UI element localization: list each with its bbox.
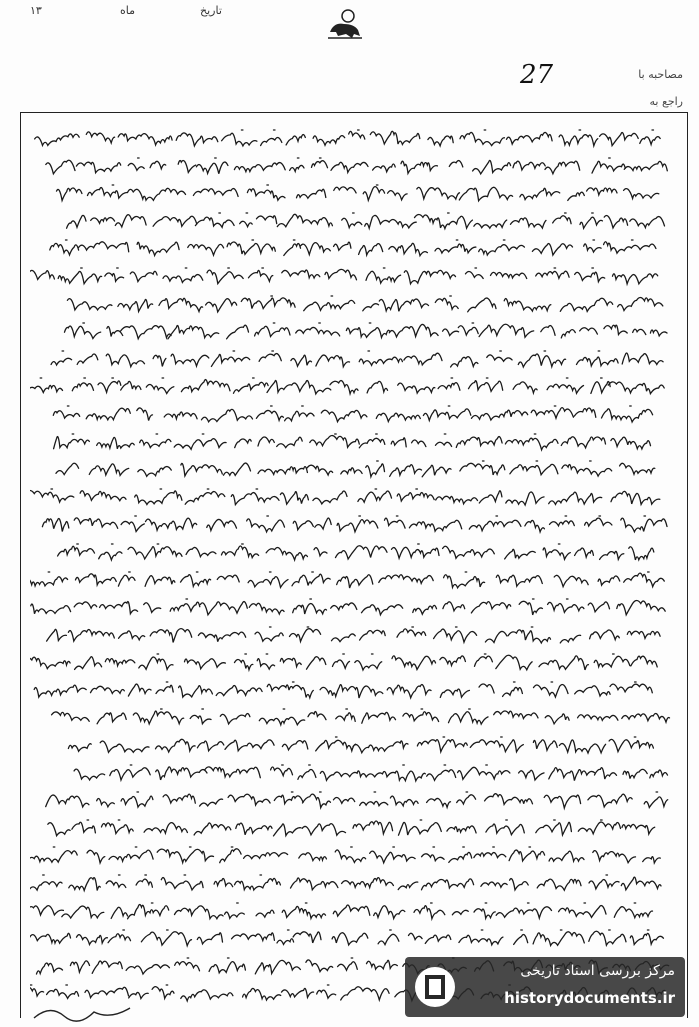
handwritten-line [30,483,680,511]
archive-logo-icon [411,963,459,1011]
handwritten-line [30,676,680,704]
handwritten-line [30,593,680,621]
handwritten-line [30,731,680,759]
handwritten-line [30,152,680,180]
handwritten-line [30,179,680,207]
handwritten-line [30,345,680,373]
interview-label: مصاحبه با [638,68,683,81]
handwritten-line [30,290,680,318]
handwritten-line [30,234,680,262]
handwritten-line [30,566,680,594]
handwritten-line [30,703,680,731]
handwritten-line [30,124,680,152]
handwritten-line [30,455,680,483]
handwritten-line [30,317,680,345]
page-number: 27 [520,60,554,90]
handwritten-text-block [30,124,680,1007]
lion-and-sun-emblem-icon [324,6,366,40]
archive-watermark [405,957,685,1017]
handwritten-line [30,538,680,566]
handwritten-line [30,841,680,869]
handwritten-line [30,428,680,456]
watermark-url: historydocuments.ir [504,989,675,1007]
header-month-label: ماه [120,4,136,17]
handwritten-line [30,869,680,897]
handwritten-line [30,207,680,235]
handwritten-line [30,814,680,842]
handwritten-line [30,648,680,676]
handwritten-line [30,400,680,428]
handwritten-line [30,786,680,814]
subject-label: راجع به [649,95,683,108]
handwritten-line [30,372,680,400]
watermark-persian-text: مرکز بررسی اسناد تاریخی [520,963,675,979]
handwritten-line [30,621,680,649]
header-number: ۱۳ [30,4,42,17]
handwritten-line [30,510,680,538]
handwritten-line [30,262,680,290]
header-date-label: تاریخ [200,4,222,17]
handwritten-line [30,924,680,952]
handwritten-line [30,897,680,925]
signature-mark-icon [30,1000,170,1024]
handwritten-line [30,759,680,787]
